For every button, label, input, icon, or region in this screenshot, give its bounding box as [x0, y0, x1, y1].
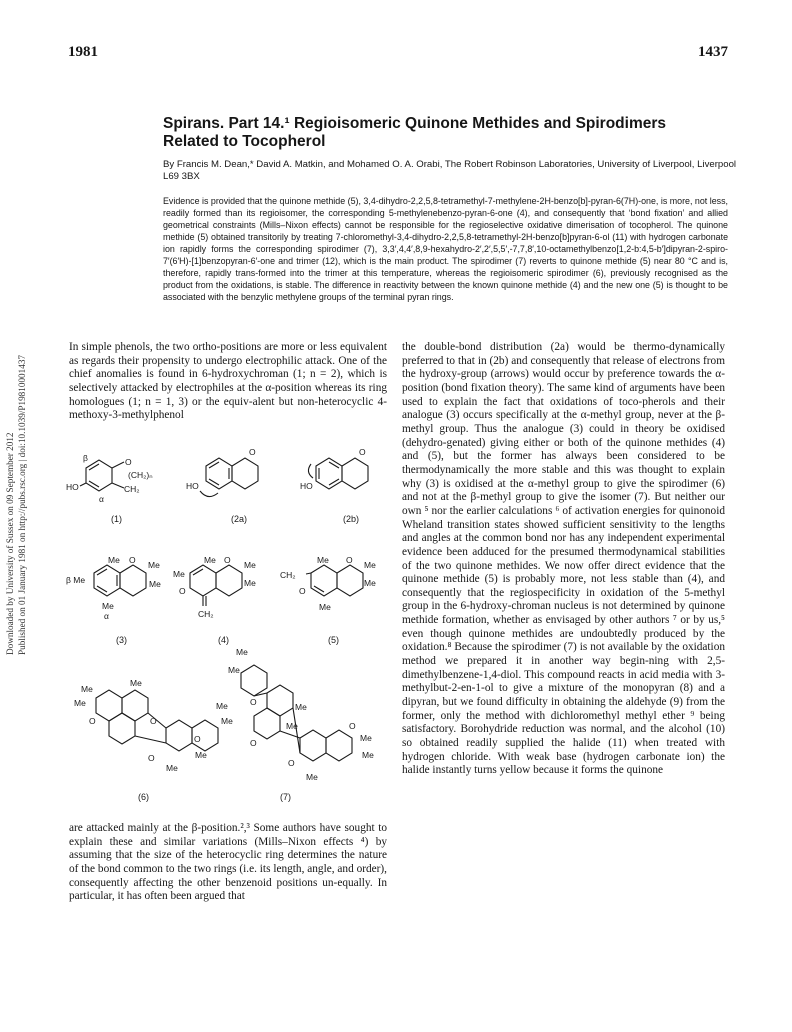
alpha-position: α: [104, 611, 109, 621]
atom-me: Me: [166, 763, 178, 773]
label-2a: (2a): [231, 514, 248, 524]
atom-o: O: [150, 716, 157, 726]
atom-me: Me: [149, 579, 161, 589]
structure-5: [280, 555, 376, 645]
atom-me: Me: [319, 602, 331, 612]
atom-o: O: [89, 716, 96, 726]
atom-me: Me: [130, 678, 142, 688]
structure-6: [74, 678, 233, 802]
author-line: By Francis M. Dean,* David A. Matkin, and Mohamed O. A. Orabi, The Robert Robinson Laboratories, University of Liverpool, Liverpool L69 3BX: [163, 159, 737, 182]
atom-o: O: [224, 555, 231, 565]
structure-2a: [186, 447, 258, 524]
label-7: (7): [280, 792, 291, 802]
label-5: (5): [328, 635, 339, 645]
structure-1: [66, 453, 153, 524]
structure-2b: [300, 447, 368, 524]
atom-ch2: CH₂: [280, 570, 296, 580]
atom-me: Me: [216, 701, 228, 711]
atom-me: Me: [317, 555, 329, 565]
structure-7: [228, 647, 374, 802]
label-6: (6): [138, 792, 149, 802]
atom-me: Me: [244, 578, 256, 588]
atom-me: Me: [364, 560, 376, 570]
atom-me: Me: [204, 555, 216, 565]
atom-me: Me: [74, 698, 86, 708]
abstract: Evidence is provided that the quinone methide (5), 3,4-dihydro-2,2,5,8-tetramethyl-7-methylene-2H-benzo[b]-pyran-6(7H)-one, is more, not less, readily formed than its regioisomer, the corresponding 5-methylenebenzo-pyran-6-one (4), and consequently that ‘bond fixation’ and allied geometrical constraints (Mills–Nixon effects) cannot be responsible for the regioselective oxidative dimerisation of tocopherol. The quinone methide (5) obtained transitorily by treating 7-chloromethyl-3,4-dihydro-2,2,5,8-tetramethyl-2H-benzo[b]pyran-6-ol (11) with hydrogen carbonate ion rapidly forms the corresponding spirodimer (7), 3,3′,4,4′,8,9-hexahydro-2′,2′,5,5′,-7,7,8′,10-octamethylbenzo[1,2-b:4,5-b′]dipyran-2-spiro-7′(6′H)-[1]benzopyran-6′-one and trimer (12), which is the main product. The spirodimer (7) reverts to quinone methide (5) near 80 °C and is, therefore, rapidly trans-formed into the trimer at this temperature, whereas the regioisomeric spirodimer (6), previously recognised as the product from the oxidations, is stable. The difference in reactivity between the known quinone methide (4) and the new one (5) is thought to be associated with the benzylic methylene groups of the terminal pyran rings.: [163, 196, 728, 302]
atom-o: O: [359, 447, 366, 457]
label-2b: (2b): [343, 514, 360, 524]
body-left-bottom: are attacked mainly at the β-position.²,³ Some authors have sought to explain these and similar variations (Mills–Nixon effects ⁴) by assuming that the size of the heterocyclic ring determines the nature of the bond common to the two rings (i.e. its length, angle, and order), consequently affecting the other benzenoid positions un-equally. In particular, it has often been argued that: [69, 822, 387, 903]
atom-me: Me: [228, 665, 240, 675]
label-1: (1): [111, 514, 122, 524]
atom-me: Me: [195, 750, 207, 760]
download-watermark: [0, 245, 30, 655]
atom-ch2n: (CH₂)ₙ: [128, 470, 153, 480]
atom-ho: HO: [66, 482, 79, 492]
atom-me: Me: [81, 684, 93, 694]
body-right: the double-bond distribution (2a) would be thermo-dynamically preferred to that in (2b) and consequently that release of electrons from the hydroxy-group (arrows) would occur by preference towards the α-position (bond fixation theory). The same kind of arguments have been used to explain the fact that oxidations of toco-pherols and their analogue (3) occurs specifically at the α-methyl group, never at the β-methyl group. Thus the analogue (3) could in theory be oxidised (dehydro-genated) giving either or both of the quinone methides (4) and (5), but the former has always been considered to be thermodynamically the more stable and this was thought to explain why (3) is oxidised at the α-methyl group to give the spirodimer (6) and not at the β-methyl group to give the isomer (7). But neither our own ⁵ nor the earlier calculations ⁶ of activation energies for quinonoid Wheland transition states showed sufficient sensitivity to the lengths and angles at the common bond nor has any independent experimental evidence been adduced for the presumed thermodynamical stabilities of the two quinone methides. We now offer direct evidence that the quinone methide (5) is probably more, not less stable than (4), and consequently that the regiospecificity in oxidation of the 5-methyl group in the 6-hydroxy-chroman nucleus is not determined by quinone methide formation, whether as envisaged by other authors ⁷ or by us,⁵ even though quinone methides are undoubtedly produced by the oxidation.⁸ Because the spirodimer (7) is not available by the oxidation method we prepared it in another way begin-ning with 2,5-dimethylbenzene-1,4-diol. This compound reacts in acid media with 3-methylbut-2-en-1-ol to give a mixture of the monopyran (8) and a dipyran, but we found difficulty in obtaining the aldehyde (9) from the former, only the method with dichloromethyl methyl ether ⁹ being satisfactory. Borohydride reduction was normal, and the alcohol (10) so obtained readily supplied the halide (11) when treated with hydrogen chloride. With weak base (hydrogen carbonate ion) the halide instantly turns yellow because it forms the quinone: [402, 341, 725, 777]
atom-o: O: [125, 457, 132, 467]
beta-position: β: [83, 453, 88, 463]
beta-me: β Me: [66, 575, 86, 585]
alpha-position: α: [99, 494, 104, 504]
atom-me: Me: [108, 555, 120, 565]
atom-me: Me: [364, 578, 376, 588]
atom-me: Me: [295, 702, 307, 712]
label-4: (4): [218, 635, 229, 645]
atom-me: Me: [360, 733, 372, 743]
atom-me: Me: [362, 750, 374, 760]
atom-me: Me: [244, 560, 256, 570]
atom-me: Me: [236, 647, 248, 657]
atom-o: O: [179, 586, 186, 596]
atom-o: O: [250, 697, 257, 707]
structure-3: [66, 555, 161, 645]
atom-me: Me: [148, 560, 160, 570]
atom-o: O: [288, 758, 295, 768]
atom-o: O: [299, 586, 306, 596]
chemical-structures-figure: [66, 428, 396, 818]
atom-me: Me: [221, 716, 233, 726]
page-number: 1437: [698, 44, 728, 60]
label-3: (3): [116, 635, 127, 645]
atom-ho: HO: [300, 481, 313, 491]
atom-me: Me: [286, 721, 298, 731]
atom-o: O: [346, 555, 353, 565]
journal-year: 1981: [68, 44, 98, 60]
atom-o: O: [194, 734, 201, 744]
body-left-top: In simple phenols, the two ortho-positions are more or less equivalent as regards their propensity to undergo electrophilic attack. One of the chief anomalies is found in 6-hydroxychroman (1; n = 2), which is selectively attacked by electrophiles at the α-position whereas its ring homologues (1; n = 1, 3) or the equiv-alent but non-heterocyclic 4-methoxy-3-methylphenol: [69, 341, 387, 422]
atom-ch2: CH₂: [124, 484, 140, 494]
atom-ch2: CH₂: [198, 609, 214, 619]
atom-me: Me: [306, 772, 318, 782]
atom-o: O: [349, 721, 356, 731]
atom-o: O: [148, 753, 155, 763]
atom-ho: HO: [186, 481, 199, 491]
structure-4: [173, 555, 256, 645]
atom-me: Me: [102, 601, 114, 611]
atom-o: O: [129, 555, 136, 565]
atom-me: Me: [173, 569, 185, 579]
atom-o: O: [250, 738, 257, 748]
side-note-text: Downloaded by University of Sussex on 09 September 2012 Published on 01 January 1981 on http://pubs.rsc.org | doi:10.1039/P19810001437: [5, 354, 27, 655]
article-title: Spirans. Part 14.¹ Regioisomeric Quinone Methides and Spirodimers Related to Tocopherol: [163, 115, 667, 150]
atom-o: O: [249, 447, 256, 457]
